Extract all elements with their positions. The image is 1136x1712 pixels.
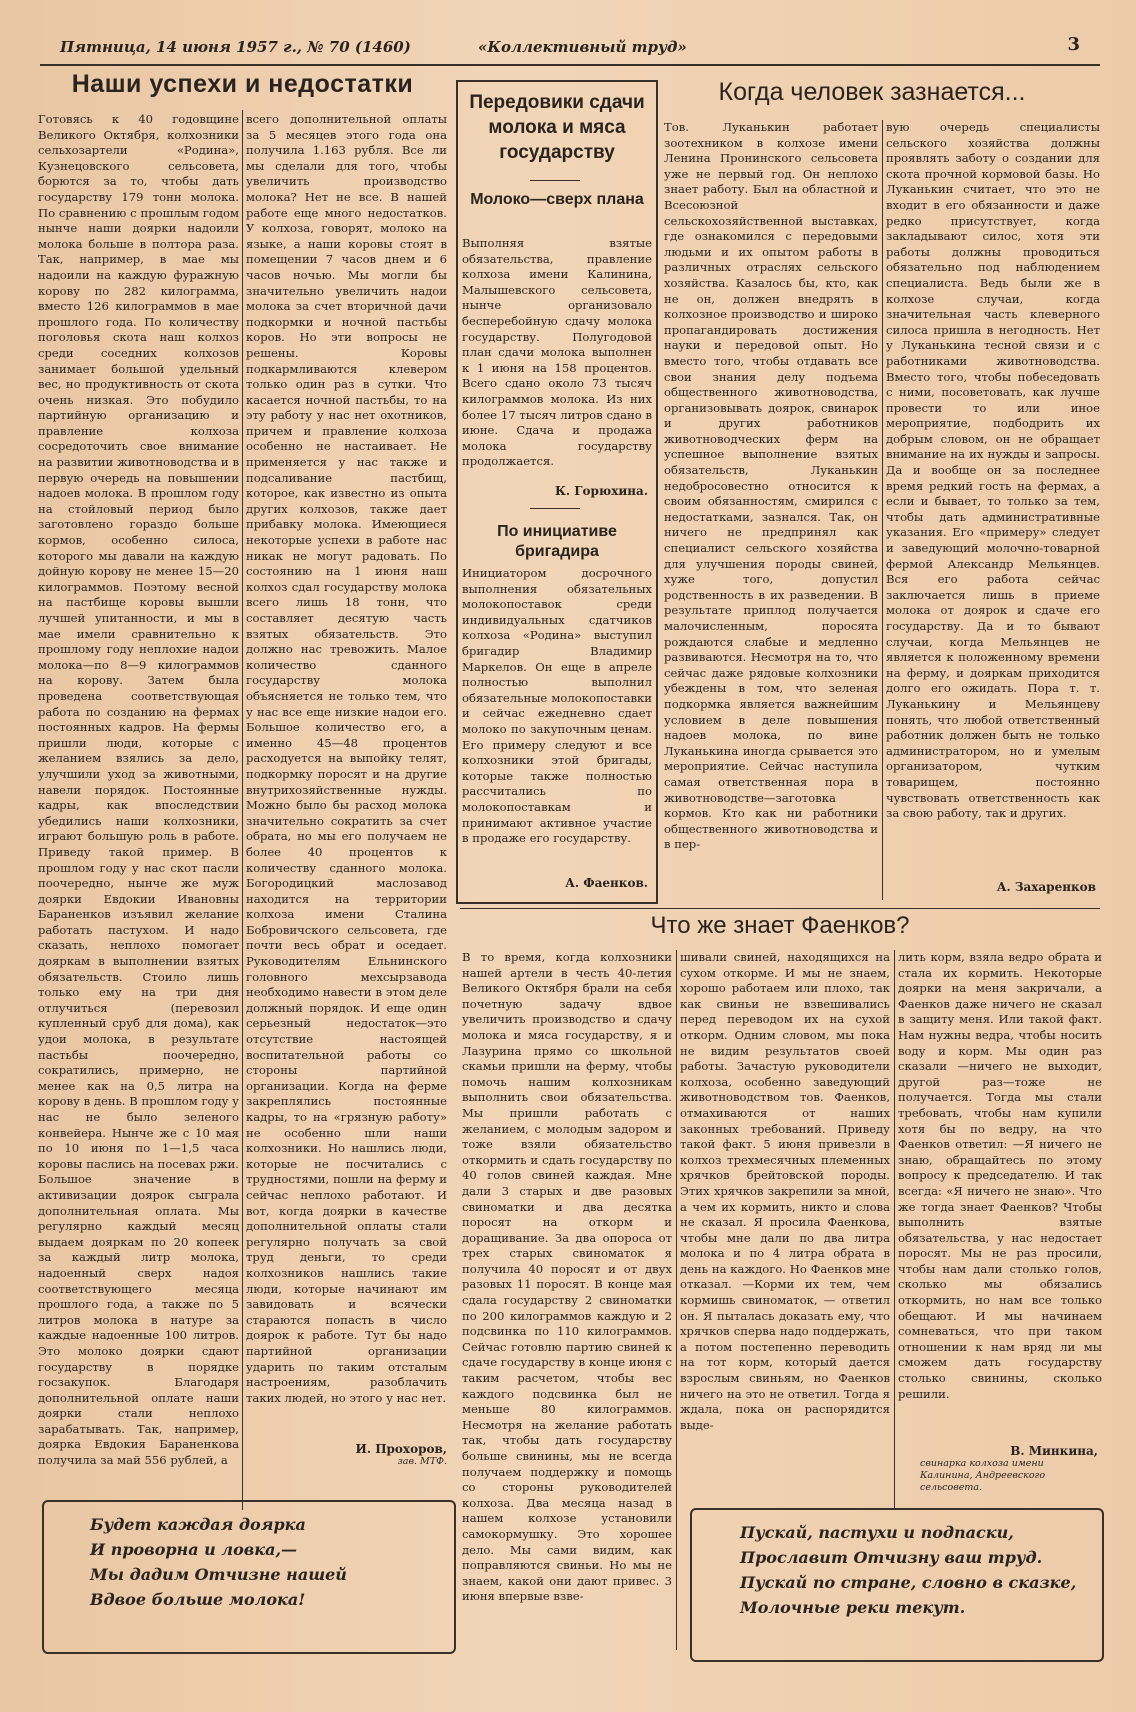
poem-line: Мы дадим Отчизне нашей <box>90 1565 347 1584</box>
article3-title: Что же знает Фаенков? <box>650 912 910 939</box>
article2-author: А. Захаренков <box>996 880 1096 894</box>
issue-date: Пятница, 14 июня 1957 г., № 70 (1460) <box>60 38 411 56</box>
center-sub1-author: К. Горюхина. <box>554 484 648 498</box>
newspaper-name: «Коллективный труд» <box>478 38 687 56</box>
center-box-title: Передовики сдачи молока и мяса государству <box>469 92 645 163</box>
article3-column1: В то время, когда колхозники нашей артели в честь 40-летия Великого Октября брали на себя почетную задачу вдвое увеличить производство и сдачу молока и мяса государству, я и Лазурина прямо со школьной скамьи пришли на ферму, чтобы помочь нашим колхозникам выполнить свои обязательства. Мы пришли работать с желанием, с молодым задором и тоже взяли обязательство откормить и сдать государству по 40 голов свиней каждая. Мне дали 3 старых и две разовых свиноматки и два десятка поросят на откорм и доращивание. За два опороса от трех старых свиноматок я получила 40 поросят и от двух разовых 11 поросят. В конце мая сдала государству 2 свиноматки по 200 килограммов каждую и 2 подсвинка по 110 килограммов. Сейчас готовлю партию свиней к сдаче государству в конце июня с таким расчетом, чтобы вес каждого подсвинка был не меньше 80 килограммов. Несмотря на желание работать так, чтобы дать государству больше свинины, мы не всегда получаем поддержку и помощь со стороны руководителей колхоза. Два месяца назад в нашем колхозе установили самокормушку. Это хорошее дело. Мы сами видим, как поправляются свиньи. Но мы не знаем, какой они дают привес. 3 июня впервые взве- <box>462 950 672 1604</box>
article3-author: В. Минкина, <box>1010 1444 1098 1458</box>
center-sub2-author: А. Фаенков. <box>565 876 648 890</box>
article3-author-title: свинарка колхоза имени Калинина, Андреевского сельсовета. <box>920 1458 1046 1493</box>
poem-line: Вдвое больше молока! <box>90 1590 306 1609</box>
center-sub2-title: По инициативе бригадира <box>497 523 617 560</box>
article1-column2: всего дополнительной оплаты за 5 месяцев этого года она получила 1.163 рубля. Все ли мы сделали для того, чтобы увеличить производство молока? Нет не все. В нашей работе еще много недостатков. У колхоза, говорят, молоко на языке, а наши коровы стоят в помещении 7 часов днем и 6 часов ночью. Мы могли бы значительно увеличить надои молока за счет вторичной дачи подкормки и ночной пастьбы коров. Но эти вопросы не решены. Коровы подкармливаются клевером только один раз в сутки. Что касается ночной пастьбы, то на эту работу у нас нет охотников, причем и правление колхоза особенно не настаивает. Не применяется у нас также и подсаливание пастбищ, которое, как известно из опыта других колхозов, также дает прибавку молока. Имеющиеся некоторые успехи в работе нас никак не могут радовать. По состоянию на 1 июня наш колхоз сдал государству молока всего лишь 18 тонн, что составляет десятую часть взятых обязательств. Это должно нас тревожить. Малое количество сданного государству молока объясняется не только тем, что у нас все еще низкие надои его. Большое количество его, а именно 45—48 процентов расходуется на выпойку телят, подкормку поросят и на другие внутрихозяйственные нужды. Можно было бы расход молока значительно сократить за счет обрата, но мы его получаем не более 40 процентов к количеству сданного молока. Богородицкий маслозавод находится на территории колхоза имени Сталина Бобровичского сельсовета, где почти весь обрат и оседает. Руководителям Ельнинского головного мехсырзавода необходимо навести в этом деле должный порядок. И еще один серьезный недостаток—это отсутствие настоящей воспитательной работы со стороны партийной организации. Когда на ферме закреплялись постоянные кадры, то на «грязную работу» не особенно шли наши колхозники. Но нашлись люди, которые не посчитались с трудностями, пошли на ферму и сейчас неплохо работают. И вот, когда доярки в качестве дополнительной оплаты стали регулярно получать за свой труд деньги, то среди колхозников нашлись такие люди, которые начинают им завидовать и всячески стараются попасть в число доярок к работе. Тут бы надо партийной организации ударить по таким отсталым настроениям, разоблачить таких людей, но этого у нас нет. <box>246 112 447 1405</box>
center-separator <box>530 180 580 181</box>
poem-left <box>90 1512 440 1612</box>
article3-column2: шивали свиней, находящихся на сухом откорме. И мы не знаем, хорошо работаем или плохо, так как свиньи не взвешивались перед переводом их на сухой откорм. Одним словом, мы пока не видим результатов своей работы. Зачастую руководители колхоза, особенно заведующий животноводством тов. Фаенков, отмахиваются от наших законных требований. Приведу такой факт. 5 июня привезли в колхоз трехмесячных племенных хрячков брейтовской породы. Этих хрячков закрепили за мной, а чем их кормить, никто и слова не сказал. Я просила Фаенкова, чтобы мне дали по два литра молока и по 4 литра обрата в день на каждого. Но Фаенков мне отказал. —Корми их тем, чем кормишь свиноматок, — ответил он. Я пыталась доказать ему, что хрячков сперва надо поддержать, а потом постепенно переводить на тот корм, который дается взрослым свиньям, но Фаенков ничего на это не ответил. Тогда я ждала, пока он распорядится выде- <box>680 950 890 1432</box>
center-sub1-text: Выполняя взятые обязательства, правление колхоза имени Калинина, Малышевского сельсовета, нынче организовало бесперебойную сдачу молока государству. Полугодовой план сдачи молока выполнен к 1 июня на 158 процентов. Всего сдано около 73 тысяч килограммов молока. Из них более 17 тысяч литров сдано в июне. Сдача и продажа молока государству продолжается. <box>462 236 652 469</box>
article2-title: Когда человек зазнается... <box>718 78 1026 106</box>
column-divider <box>882 120 883 900</box>
page-number: 3 <box>1067 34 1080 55</box>
poem-line: Пускай, пастухи и подпаски, <box>740 1523 1014 1542</box>
article2-column1: Тов. Луканькин работает зоотехником в колхозе имени Ленина Пронинского сельсовета уже не первый год. Он неплохо знает работу. Был на областной и Всесоюзной сельскохозяйственной выставках, где ознакомился с передовыми людьми и их опытом работы в различных отраслях сельского хозяйства. Казалось бы, кто, как не он, должен внедрять в колхозное производство и широко пропагандировать достижения науки и передовой опыт. Но вместо того, чтобы отдавать все свои знания делу подъема общественного животноводства, организовывать доярок, свинарок и других работников животноводческих ферм на успешное выполнение взятых обязательств, Луканькин недобросовестно относится к своим обязанностям, смирился с недостатками, зазнался. Так, он ничего не предпринял как специалист сельского хозяйства для улучшения породы свиней, хуже того, допустил родственность в их разведении. В результате приплод получается малочисленным, поросята рождаются слабые и медленно развиваются. Несмотря на то, что сейчас даже рядовые колхозники убеждены в том, что зеленая подкормка является важнейшим условием в деле повышения надоев молока, по вине Луканькина иногда срывается это мероприятие. Сейчас наступила самая ответственная пора в животноводстве—заготовка кормов. Кто как ни работники общественного животноводства и в пер- <box>664 120 878 852</box>
poem-line: Прославит Отчизну ваш труд. <box>740 1548 1043 1567</box>
article1-title: Наши успехи и недостатки <box>71 70 414 98</box>
poem-line: Будет каждая доярка <box>90 1515 306 1534</box>
article3-column3: лить корм, взяла ведро обрата и стала их кормить. Некоторые доярки на меня закричали, а Фаенков даже ничего не сказал в защиту меня. Или такой факт. Нам нужны ведра, чтобы носить воду и корм. Мы один раз сказали —ничего не выходит, другой раз—тоже не получается. Тогда мы стали требовать, чтобы нам купили хотя бы по ведру, на что Фаенков ответил: —Я ничего не знаю, обращайтесь по этому вопросу к председателю. И так всегда: «Я ничего не знаю». Что же тогда знает Фаенков? Чтобы выполнить взятые обязательства, у нас недостает поросят. Мы не раз просили, чтобы нам дали столько голов, сколько мы обязались откормить, но нам все только обещают. И мы начинаем сомневаться, что при таком отношении к нам вряд ли мы сможем дать государству столько свинины, сколько решили. <box>898 950 1102 1401</box>
article1-author: И. Прохоров, <box>355 1442 447 1456</box>
column-divider <box>242 110 243 1510</box>
column-divider <box>894 950 895 1510</box>
center-separator <box>530 508 580 509</box>
poem-right <box>740 1520 1090 1620</box>
article3-rule <box>460 908 1100 909</box>
poem-line: И проворна и ловка,— <box>90 1540 298 1559</box>
article1-column1: Готовясь к 40 годовщине Великого Октября, колхозники сельхозартели «Родина», Кузнецовского сельсовета, борются за то, чтобы дать государству 179 тонн молока. По сравнению с прошлым годом нынче наши доярки надоили молока больше в полтора раза. Так, например, в мае мы надоили на каждую фуражную корову по 282 килограмма, вместо 126 килограммов в мае прошлого года. По количеству поголовья скота наш колхоз среди соседних колхозов занимает большой удельный вес, но продуктивность от скота очень низкая. Это побудило партийную организацию и правление колхоза сосредоточить свое внимание на развитии животноводства и в первую очередь на повышении надоев молока. В прошлом году на стойловый период было заготовлено гораздо больше кормов, особенно силоса, которого мы давали на каждую дойную корову не менее 15—20 килограммов. Поэтому весной на пастбище коровы вышли лучшей упитанности, и мы в мае имели сравнительно к прошлому году неплохие надои молока—по 8—9 килограммов на корову. Затем была проведена соответствующая работа по созданию на фермах постоянных кадров. На фермы пришли люди, которые с желанием взялись за дело, улучшили уход за животными, навели порядок. Постоянные кадры, как впоследствии убедились наши колхозники, играют большую роль в работе. Приведу такой пример. В прошлом году у нас скот пасли поочередно, нынче же муж доярки Евдокии Ивановны Бараненков изъявил желание работать пастухом. И надо сказать, неплохо помогает дояркам в выполнении взятых обязательств. Стоило лишь только ему на три дня отлучиться (перевозил купленный сруб для дома), как удои молока, в результате пастьбы поочередно, сократились, примерно, не менее как на 0,5 литра на корову в день. В прошлом году у нас не было зеленого конвейера. Нынче же с 10 мая по 10 июня по 1—1,5 часа коровы паслись на посевах ржи. Большое значение в активизации доярок сыграла дополнительная оплата. Мы регулярно каждый месяц выдаем дояркам по 20 копеек за каждый литр молока, надоенный сверх надоя соответствующего месяца прошлого года, а также по 5 литров молока в натуре за каждые надоенные 100 литров. Это молоко доярки сдают государству в порядке госзакупок. Благодаря дополнительной оплате наши доярки стали неплохо зарабатывать. Так, например, доярка Евдокия Бараненкова получила за май 556 рублей, а <box>38 112 239 1468</box>
center-sub2-text: Инициатором досрочного выполнения обязательных молокопоставок среди индивидуальных сдатчиков колхоза «Родина» выступил бригадир Владимир Маркелов. Он еще в апреле полностью выполнил обязательные молокопоставки и сейчас ежедневно сдает молоко по закупочным ценам. Его примеру следуют и все колхозники этой бригады, которые также полностью рассчитались по молокопоставкам и принимают активное участие в продаже его государству. <box>462 566 652 846</box>
article1-author-title: зав. МТФ. <box>397 1456 447 1467</box>
poem-line: Молочные реки текут. <box>740 1598 966 1617</box>
page-header <box>60 34 1080 60</box>
center-sub1-title: Молоко—сверх плана <box>470 191 644 208</box>
column-divider <box>676 950 677 1650</box>
article2-column2: вую очередь специалисты сельского хозяйства должны проявлять заботу о создании для скота прочной кормовой базы. Но Луканькин считает, что это не входит в его обязанности и даже редко присутствует, когда закладывают силос, хотя эти работы должны проводиться обязательно под наблюдением специалиста. Ведь были же в колхозе случаи, когда значительная часть клеверного силоса пришла в негодность. Нет у Луканькина тесной связи и с работниками животноводства. Вместо того, чтобы побеседовать с ними, посоветовать, как лучше провести то или иное мероприятие, подбодрить их добрым словом, он не обращает внимание на их нужды и запросы. Да и вообще он за последнее время редкий гость на фермах, а если и бывает, то только за тем, чтобы дать административные указания. Его «примеру» следует и заведующий молочно-товарной фермой Александр Мельянцев. Вся его работа сейчас заключается лишь в приеме молока от доярок и сдаче его государству. Да и то бывают случаи, когда Мельянцев не является к положенному времени на ферму, и дояркам приходится долго его ожидать. Пора т. т. Луканькину и Мельянцеву понять, что любой ответственный работник должен быть не только администратором, но и умелым организатором, чутким товарищем, постоянно чувствовать ответственность как за свою работу, так и других. <box>886 120 1100 821</box>
poem-line: Пускай по стране, словно в сказке, <box>740 1573 1077 1592</box>
header-rule <box>40 64 1100 66</box>
